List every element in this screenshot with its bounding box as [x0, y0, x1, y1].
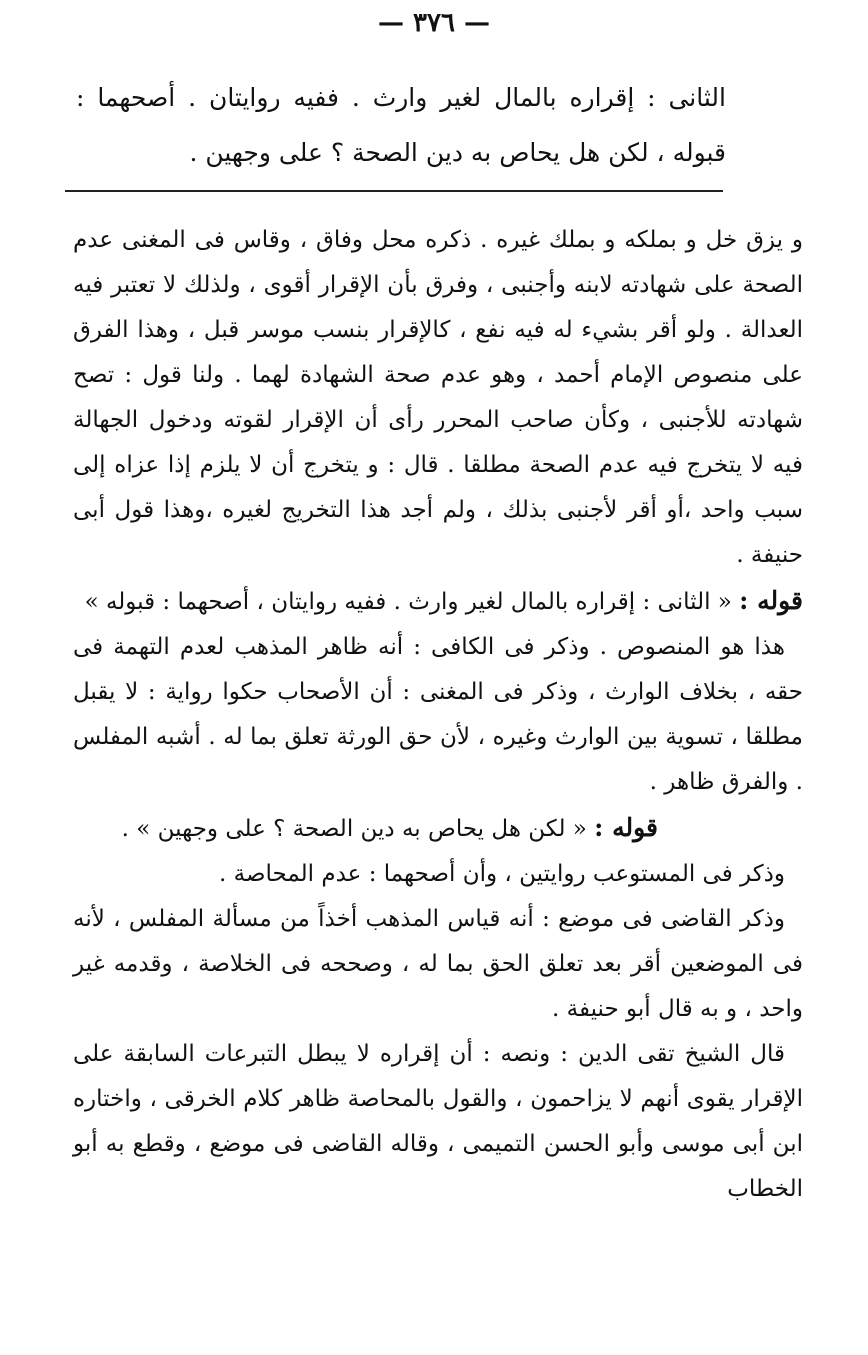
commentary-paragraph: هذا هو المنصوص . وذكر فى الكافى : أنه ظاهر المذهب لعدم التهمة فى حقه ، بخلاف الوارث ، وذكر فى المغنى : أن الأصحاب حكوا رواية : لا يقبل مطلقا ، تسوية بين الوارث وغيره ، لأن حق الورثة تعلق بما له . أشبه المفلس . والفرق ظاهر . — [73, 634, 803, 795]
commentary-paragraph: و يزق خل و بملكه و بملك غيره . ذكره محل وفاق ، وقاس فى المغنى عدم الصحة على شهادته لابنه وأجنبى ، وفرق بأن الإقرار أقوى ، ولذلك لا تعتبر فيه العدالة . ولو أقر بشيء له فيه نفع ، كالإقرار بنسب موسر قبل ، وهذا الفرق على منصوص الإمام أحمد ، وهو عدم صحة الشهادة لهما . ولنا قول : تصح شهادته للأجنبى ، وكأن صاحب المحرر رأى أن الإقرار لقوته ودخول الجهالة فيه لا يتخرج فيه عدم الصحة مطلقا . قال : و يتخرج أن لا يلزم إذا عزاه إلى سبب واحد ،أو أقر لأجنبى بذلك ، ولم أجد هذا التخريج لغيره ،وهذا قول أبى حنيفة . — [73, 227, 803, 568]
lemma-line — [73, 578, 803, 625]
lemma-label: قوله : — [594, 813, 658, 842]
lemma-line — [73, 805, 803, 852]
main-text: الثانى : إقراره بالمال لغير وارث . ففيه روايتان . أصحهما : قبوله ، لكن هل يحاص به دين الصحة ؟ على وجهين . — [76, 83, 726, 167]
lemma-text: « الثانى : إقراره بالمال لغير وارث . ففيه روايتان ، أصحهما : قبوله » — [84, 589, 732, 615]
separator-rule — [65, 190, 723, 192]
commentary — [73, 218, 803, 1212]
page-number: — ٣٧٦ — — [377, 8, 491, 38]
commentary-paragraph: وذكر القاضى فى موضع : أنه قياس المذهب أخذاً من مسألة المفلس ، لأنه فى الموضعين أقر بعد تعلق الحق بما له ، وصححه فى الخلاصة ، وقدمه غير واحد ، و به قال أبو حنيفة . — [73, 906, 803, 1022]
commentary-paragraph: قال الشيخ تقى الدين : ونصه : أن إقراره لا يبطل التبرعات السابقة على الإقرار يقوى أنهم لا يزاحمون ، والقول بالمحاصة ظاهر كلام الخرقى ، واختاره ابن أبى موسى وأبو الحسن التميمى ، وقاله القاضى فى موضع ، وقطع به أبو الخطاب — [73, 1041, 803, 1202]
commentary-paragraph: وذكر فى المستوعب روايتين ، وأن أصحهما : عدم المحاصة . — [219, 861, 785, 887]
lemma-label: قوله : — [739, 586, 803, 615]
lemma-text: « لكن هل يحاص به دين الصحة ؟ على وجهين » . — [121, 816, 587, 842]
